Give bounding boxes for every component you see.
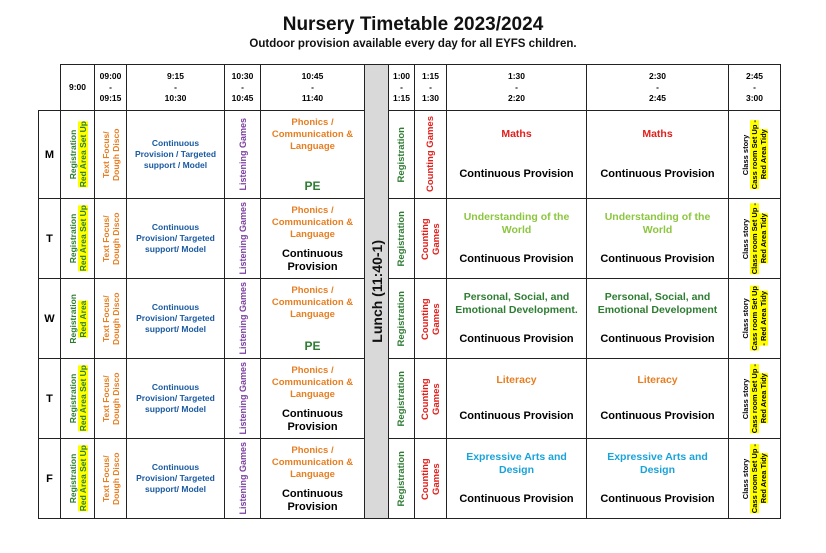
counting-games-cell xyxy=(415,111,447,199)
time-header-cell xyxy=(261,65,365,111)
day-label: W xyxy=(39,279,61,359)
time-header-cell xyxy=(389,65,415,111)
phonics-stack xyxy=(263,199,362,278)
vertical-wrap xyxy=(63,199,92,278)
pm1-continuous-provision: Continuous Provision xyxy=(459,409,574,422)
pm1-stack xyxy=(449,359,584,438)
red-area-tidy-label: Red Area Tidy xyxy=(759,129,768,180)
pm2-stack xyxy=(589,359,726,438)
class-story-cell xyxy=(729,111,781,199)
pm2-continuous-provision: Continuous Provision xyxy=(600,253,715,265)
pm-registration-label: Registration xyxy=(395,450,407,507)
registration-label: Registration xyxy=(67,373,78,424)
pm-registration-cell xyxy=(389,279,415,359)
highlight-mark: Red Area Set Up xyxy=(77,121,88,188)
text-focus-cell xyxy=(95,439,127,519)
tidy-line-2 xyxy=(759,203,768,274)
page-subtitle: Outdoor provision available every day for all EYFS children. xyxy=(249,38,577,50)
day-label: M xyxy=(39,111,61,199)
phonics-cell xyxy=(261,359,365,439)
class-story-label: Class story xyxy=(741,298,750,339)
listening-games-label: Listening Games xyxy=(237,282,248,355)
class-story-text xyxy=(741,203,768,274)
listening-games-label: Listening Games xyxy=(237,202,248,275)
time-label: 9:15 xyxy=(166,71,184,81)
registration-label: Registration xyxy=(67,129,78,180)
pm1-stack xyxy=(449,279,584,358)
header-corner xyxy=(39,65,61,111)
continuous-provision-cell: Continuous Provision/ Targeted support/ Model xyxy=(127,279,225,359)
day-row xyxy=(39,111,781,199)
time-label: 2:30 xyxy=(648,71,666,81)
registration-label: Registration xyxy=(67,213,78,264)
time-header-cell xyxy=(225,65,261,111)
text-focus-cell xyxy=(95,279,127,359)
red-area-tidy-label: Red Area Tidy xyxy=(759,213,768,264)
vertical-wrap xyxy=(227,279,258,358)
registration-setup-text xyxy=(68,365,88,431)
day-row xyxy=(39,359,781,439)
vertical-wrap xyxy=(97,111,124,198)
phonics-label: Phonics / Communication & Language xyxy=(271,205,354,240)
text-focus-label: Text Focus/ Dough Disco xyxy=(100,212,121,265)
listening-games-label: Listening Games xyxy=(237,362,248,435)
highlight-mark: Red Area Set Up xyxy=(77,205,88,272)
tidy-line-1 xyxy=(750,364,759,433)
class-story-text xyxy=(741,120,768,189)
red-area-label xyxy=(78,445,88,511)
pm2-subject: Literacy xyxy=(637,374,678,387)
counting-games-cell xyxy=(415,359,447,439)
lunch-column xyxy=(365,65,389,519)
time-header-cell xyxy=(447,65,587,111)
pm-registration-cell xyxy=(389,439,415,519)
pm1-subject: Literacy xyxy=(496,374,537,387)
counting-games-cell xyxy=(415,439,447,519)
pm1-cell xyxy=(447,111,587,199)
lunch-wrap xyxy=(367,65,386,518)
time-label: 1:30 xyxy=(507,71,525,81)
time-label: - xyxy=(515,82,518,92)
pm-registration-label: Registration xyxy=(395,126,407,183)
vertical-wrap xyxy=(391,439,412,518)
vertical-wrap xyxy=(731,359,778,438)
continuous-provision-label: Continuous Provision xyxy=(281,248,344,273)
registration-setup-text xyxy=(68,445,88,511)
class-story-label: Class story xyxy=(741,218,750,259)
counting-games-label: Counting Games xyxy=(419,217,442,260)
counting-games-label: Counting Games xyxy=(419,297,442,340)
red-area-label xyxy=(78,205,88,271)
text-focus-label: Text Focus/ Dough Disco xyxy=(100,292,121,345)
vertical-wrap xyxy=(417,199,444,278)
red-area-tidy-label: Red Area Tidy xyxy=(759,373,768,424)
phonics-label: Phonics / Communication & Language xyxy=(271,445,354,480)
vertical-wrap xyxy=(97,359,124,438)
vertical-wrap xyxy=(391,111,412,198)
counting-games-cell xyxy=(415,279,447,359)
pm1-cell xyxy=(447,359,587,439)
text-focus-label: Text Focus/ Dough Disco xyxy=(100,452,121,505)
counting-games-cell xyxy=(415,199,447,279)
pm1-cell xyxy=(447,439,587,519)
pm2-cell xyxy=(587,359,729,439)
highlight-mark: Red Area Set Up xyxy=(77,365,88,432)
class-story-text xyxy=(741,286,768,351)
continuous-provision-label: Continuous Provision xyxy=(281,408,344,433)
vertical-wrap xyxy=(97,439,124,518)
continuous-provision-label: Continuous Provision xyxy=(281,488,344,513)
day-label: F xyxy=(39,439,61,519)
time-header-cell xyxy=(729,65,781,111)
listening-games-cell xyxy=(225,359,261,439)
class-story-label: Class story xyxy=(741,134,750,175)
pm-registration-cell xyxy=(389,359,415,439)
pm2-cell xyxy=(587,111,729,199)
time-label: 1:00 xyxy=(392,71,410,81)
vertical-wrap xyxy=(227,359,258,438)
phonics-cell xyxy=(261,199,365,279)
phonics-stack xyxy=(263,439,362,518)
text-focus-cell xyxy=(95,359,127,439)
phonics-cell xyxy=(261,111,365,199)
pm2-cell xyxy=(587,199,729,279)
text-focus-cell xyxy=(95,111,127,199)
registration-setup-text xyxy=(68,294,88,344)
pm2-subject: Understanding of the World xyxy=(604,211,711,236)
time-header-cell xyxy=(95,65,127,111)
pm2-subject: Expressive Arts and Design xyxy=(607,451,708,476)
class-story-text xyxy=(741,444,768,513)
highlight-mark: Red Area xyxy=(77,300,88,338)
pm2-subject: Maths xyxy=(642,128,673,141)
page-title: Nursery Timetable 2023/2024 xyxy=(282,14,544,35)
pm1-stack xyxy=(449,199,584,278)
class-story-cell xyxy=(729,359,781,439)
registration-setup-cell xyxy=(61,199,95,279)
vertical-wrap xyxy=(731,439,778,518)
vertical-wrap xyxy=(227,199,258,278)
pm2-stack xyxy=(589,111,726,198)
listening-games-label: Listening Games xyxy=(237,442,248,515)
listening-games-label: Listening Games xyxy=(237,118,248,191)
day-label: T xyxy=(39,359,61,439)
vertical-wrap xyxy=(417,359,444,438)
text-focus-label: Text Focus/ Dough Disco xyxy=(100,372,121,425)
continuous-provision-cell: Continuous Provision/ Targeted support/ Model xyxy=(127,359,225,439)
time-label: - xyxy=(429,82,432,92)
time-label: - xyxy=(753,82,756,92)
time-header-cell xyxy=(61,65,95,111)
pm1-continuous-provision: Continuous Provision xyxy=(459,253,574,265)
time-label: - xyxy=(400,82,403,92)
class-story-label: Class story xyxy=(741,458,750,499)
pm2-continuous-provision: Continuous Provision xyxy=(600,493,715,505)
phonics-label: Phonics / Communication & Language xyxy=(271,285,354,320)
pm-registration-cell xyxy=(389,199,415,279)
phonics-label: Phonics / Communication & Language xyxy=(271,365,354,400)
pm-registration-label: Registration xyxy=(395,370,407,427)
tidy-line-1 xyxy=(750,203,759,274)
class-story-cell xyxy=(729,199,781,279)
red-area-label xyxy=(78,294,88,344)
pm2-cell xyxy=(587,279,729,359)
vertical-wrap xyxy=(731,111,778,198)
class-story-cell xyxy=(729,279,781,359)
phonics-label: Phonics / Communication & Language xyxy=(271,117,354,152)
registration-setup-cell xyxy=(61,439,95,519)
classroom-setup-label: Class room Set Up - xyxy=(750,202,759,275)
pm2-stack xyxy=(589,199,726,278)
time-label: - xyxy=(656,82,659,92)
vertical-wrap xyxy=(97,199,124,278)
time-label: 1:15 xyxy=(421,71,439,81)
phonics-stack xyxy=(263,359,362,438)
vertical-wrap xyxy=(417,279,444,358)
tidy-line-2 xyxy=(759,286,768,351)
vertical-wrap xyxy=(63,439,92,518)
continuous-provision-cell: Continuous Provision/ Targeted support/ Model xyxy=(127,439,225,519)
vertical-wrap xyxy=(391,359,412,438)
day-label: T xyxy=(39,199,61,279)
day-row xyxy=(39,199,781,279)
time-label: 10:30 xyxy=(164,93,187,103)
time-label: - xyxy=(109,82,112,92)
registration-label: Registration xyxy=(67,453,78,504)
vertical-wrap xyxy=(391,199,412,278)
pm1-continuous-provision: Continuous Provision xyxy=(459,493,574,505)
phonics-stack xyxy=(263,279,362,358)
class-story-label: Class story xyxy=(741,378,750,419)
counting-games-label: Counting Games xyxy=(419,377,442,420)
vertical-wrap xyxy=(63,279,92,358)
day-row xyxy=(39,279,781,359)
phonics-cell xyxy=(261,279,365,359)
pe-label: PE xyxy=(304,179,321,193)
vertical-wrap xyxy=(227,111,258,198)
vertical-wrap xyxy=(63,359,92,438)
pm1-continuous-provision: Continuous Provision xyxy=(459,333,574,345)
timetable xyxy=(38,64,781,519)
time-label: 09:00 xyxy=(99,71,122,81)
pm1-cell xyxy=(447,199,587,279)
pm1-stack xyxy=(449,111,584,198)
listening-games-cell xyxy=(225,279,261,359)
phonics-cell xyxy=(261,439,365,519)
registration-setup-text xyxy=(68,121,88,187)
time-label: 1:15 xyxy=(392,93,410,103)
pm-registration-label: Registration xyxy=(395,210,407,267)
vertical-wrap xyxy=(731,279,778,358)
time-label: 2:20 xyxy=(507,93,525,103)
listening-games-cell xyxy=(225,439,261,519)
registration-setup-cell xyxy=(61,279,95,359)
vertical-wrap xyxy=(97,279,124,358)
text-focus-label: Text Focus/ Dough Disco xyxy=(100,128,121,181)
red-area-tidy-label: - Red Area Tidy xyxy=(759,291,768,346)
time-label: 10:45 xyxy=(231,93,254,103)
time-label: 10:45 xyxy=(301,71,324,81)
pm1-subject: Understanding of the World xyxy=(463,211,570,236)
time-label: - xyxy=(311,82,314,92)
pm1-subject: Expressive Arts and Design xyxy=(466,451,567,476)
highlight-mark: Red Area Set Up xyxy=(77,445,88,512)
pm-registration-label: Registration xyxy=(395,290,407,347)
registration-setup-text xyxy=(68,205,88,271)
time-label: 11:40 xyxy=(301,93,324,103)
vertical-wrap xyxy=(227,439,258,518)
pm1-subject: Maths xyxy=(501,128,532,141)
time-label: - xyxy=(241,82,244,92)
pm1-cell xyxy=(447,279,587,359)
vertical-wrap xyxy=(391,279,412,358)
red-area-tidy-label: Red Area Tidy xyxy=(759,453,768,504)
pe-label: PE xyxy=(304,339,321,353)
pm2-continuous-provision: Continuous Provision xyxy=(600,167,715,180)
tidy-line-2 xyxy=(759,120,768,189)
registration-setup-cell xyxy=(61,111,95,199)
time-label: 09:15 xyxy=(99,93,122,103)
classroom-setup-label: Cass room Set Up - xyxy=(750,363,759,434)
day-row xyxy=(39,439,781,519)
red-area-label xyxy=(78,121,88,187)
tidy-line-1 xyxy=(750,286,759,351)
pm1-subject: Personal, Social, and Emotional Development. xyxy=(455,291,578,316)
time-header-cell xyxy=(127,65,225,111)
listening-games-cell xyxy=(225,111,261,199)
pm-registration-cell xyxy=(389,111,415,199)
vertical-wrap xyxy=(63,111,92,198)
time-label: 3:00 xyxy=(745,93,763,103)
continuous-provision-cell: Continuous Provision/ Targeted support/ Model xyxy=(127,199,225,279)
pm1-continuous-provision: Continuous Provision xyxy=(459,167,574,180)
time-label: 2:45 xyxy=(648,93,666,103)
pm1-stack xyxy=(449,439,584,518)
time-label: 1:30 xyxy=(421,93,439,103)
vertical-wrap xyxy=(417,439,444,518)
continuous-provision-cell: Continuous Provision / Targeted support / Model xyxy=(127,111,225,199)
classroom-setup-label: Cass room Set Up - xyxy=(750,443,759,514)
red-area-label xyxy=(78,365,88,431)
registration-setup-cell xyxy=(61,359,95,439)
registration-label: Registration xyxy=(67,293,78,344)
time-label: 9:00 xyxy=(68,82,86,92)
tidy-line-1 xyxy=(750,444,759,513)
pm2-stack xyxy=(589,439,726,518)
listening-games-cell xyxy=(225,199,261,279)
class-story-text xyxy=(741,364,768,433)
pm2-cell xyxy=(587,439,729,519)
pm2-subject: Personal, Social, and Emotional Development xyxy=(597,291,718,316)
vertical-wrap xyxy=(731,199,778,278)
time-header-cell xyxy=(587,65,729,111)
text-focus-cell xyxy=(95,199,127,279)
phonics-stack xyxy=(263,111,362,198)
counting-games-label: Counting Games xyxy=(425,116,436,193)
lunch-label: Lunch (11:40-1) xyxy=(368,240,385,343)
classroom-setup-label: Cass room Set Up xyxy=(750,286,759,351)
time-header-cell xyxy=(415,65,447,111)
tidy-line-2 xyxy=(759,364,768,433)
time-label: 2:45 xyxy=(745,71,763,81)
tidy-line-2 xyxy=(759,444,768,513)
counting-games-label: Counting Games xyxy=(419,457,442,500)
class-story-cell xyxy=(729,439,781,519)
pm2-stack xyxy=(589,279,726,358)
pm2-continuous-provision: Continuous Provision xyxy=(600,409,715,422)
classroom-setup-label: Cass room Set Up - xyxy=(750,119,759,190)
vertical-wrap xyxy=(417,111,444,198)
tidy-line-1 xyxy=(750,120,759,189)
time-header-row xyxy=(39,65,781,111)
time-label: 10:30 xyxy=(231,71,254,81)
time-label: - xyxy=(174,82,177,92)
pm2-continuous-provision: Continuous Provision xyxy=(600,333,715,345)
